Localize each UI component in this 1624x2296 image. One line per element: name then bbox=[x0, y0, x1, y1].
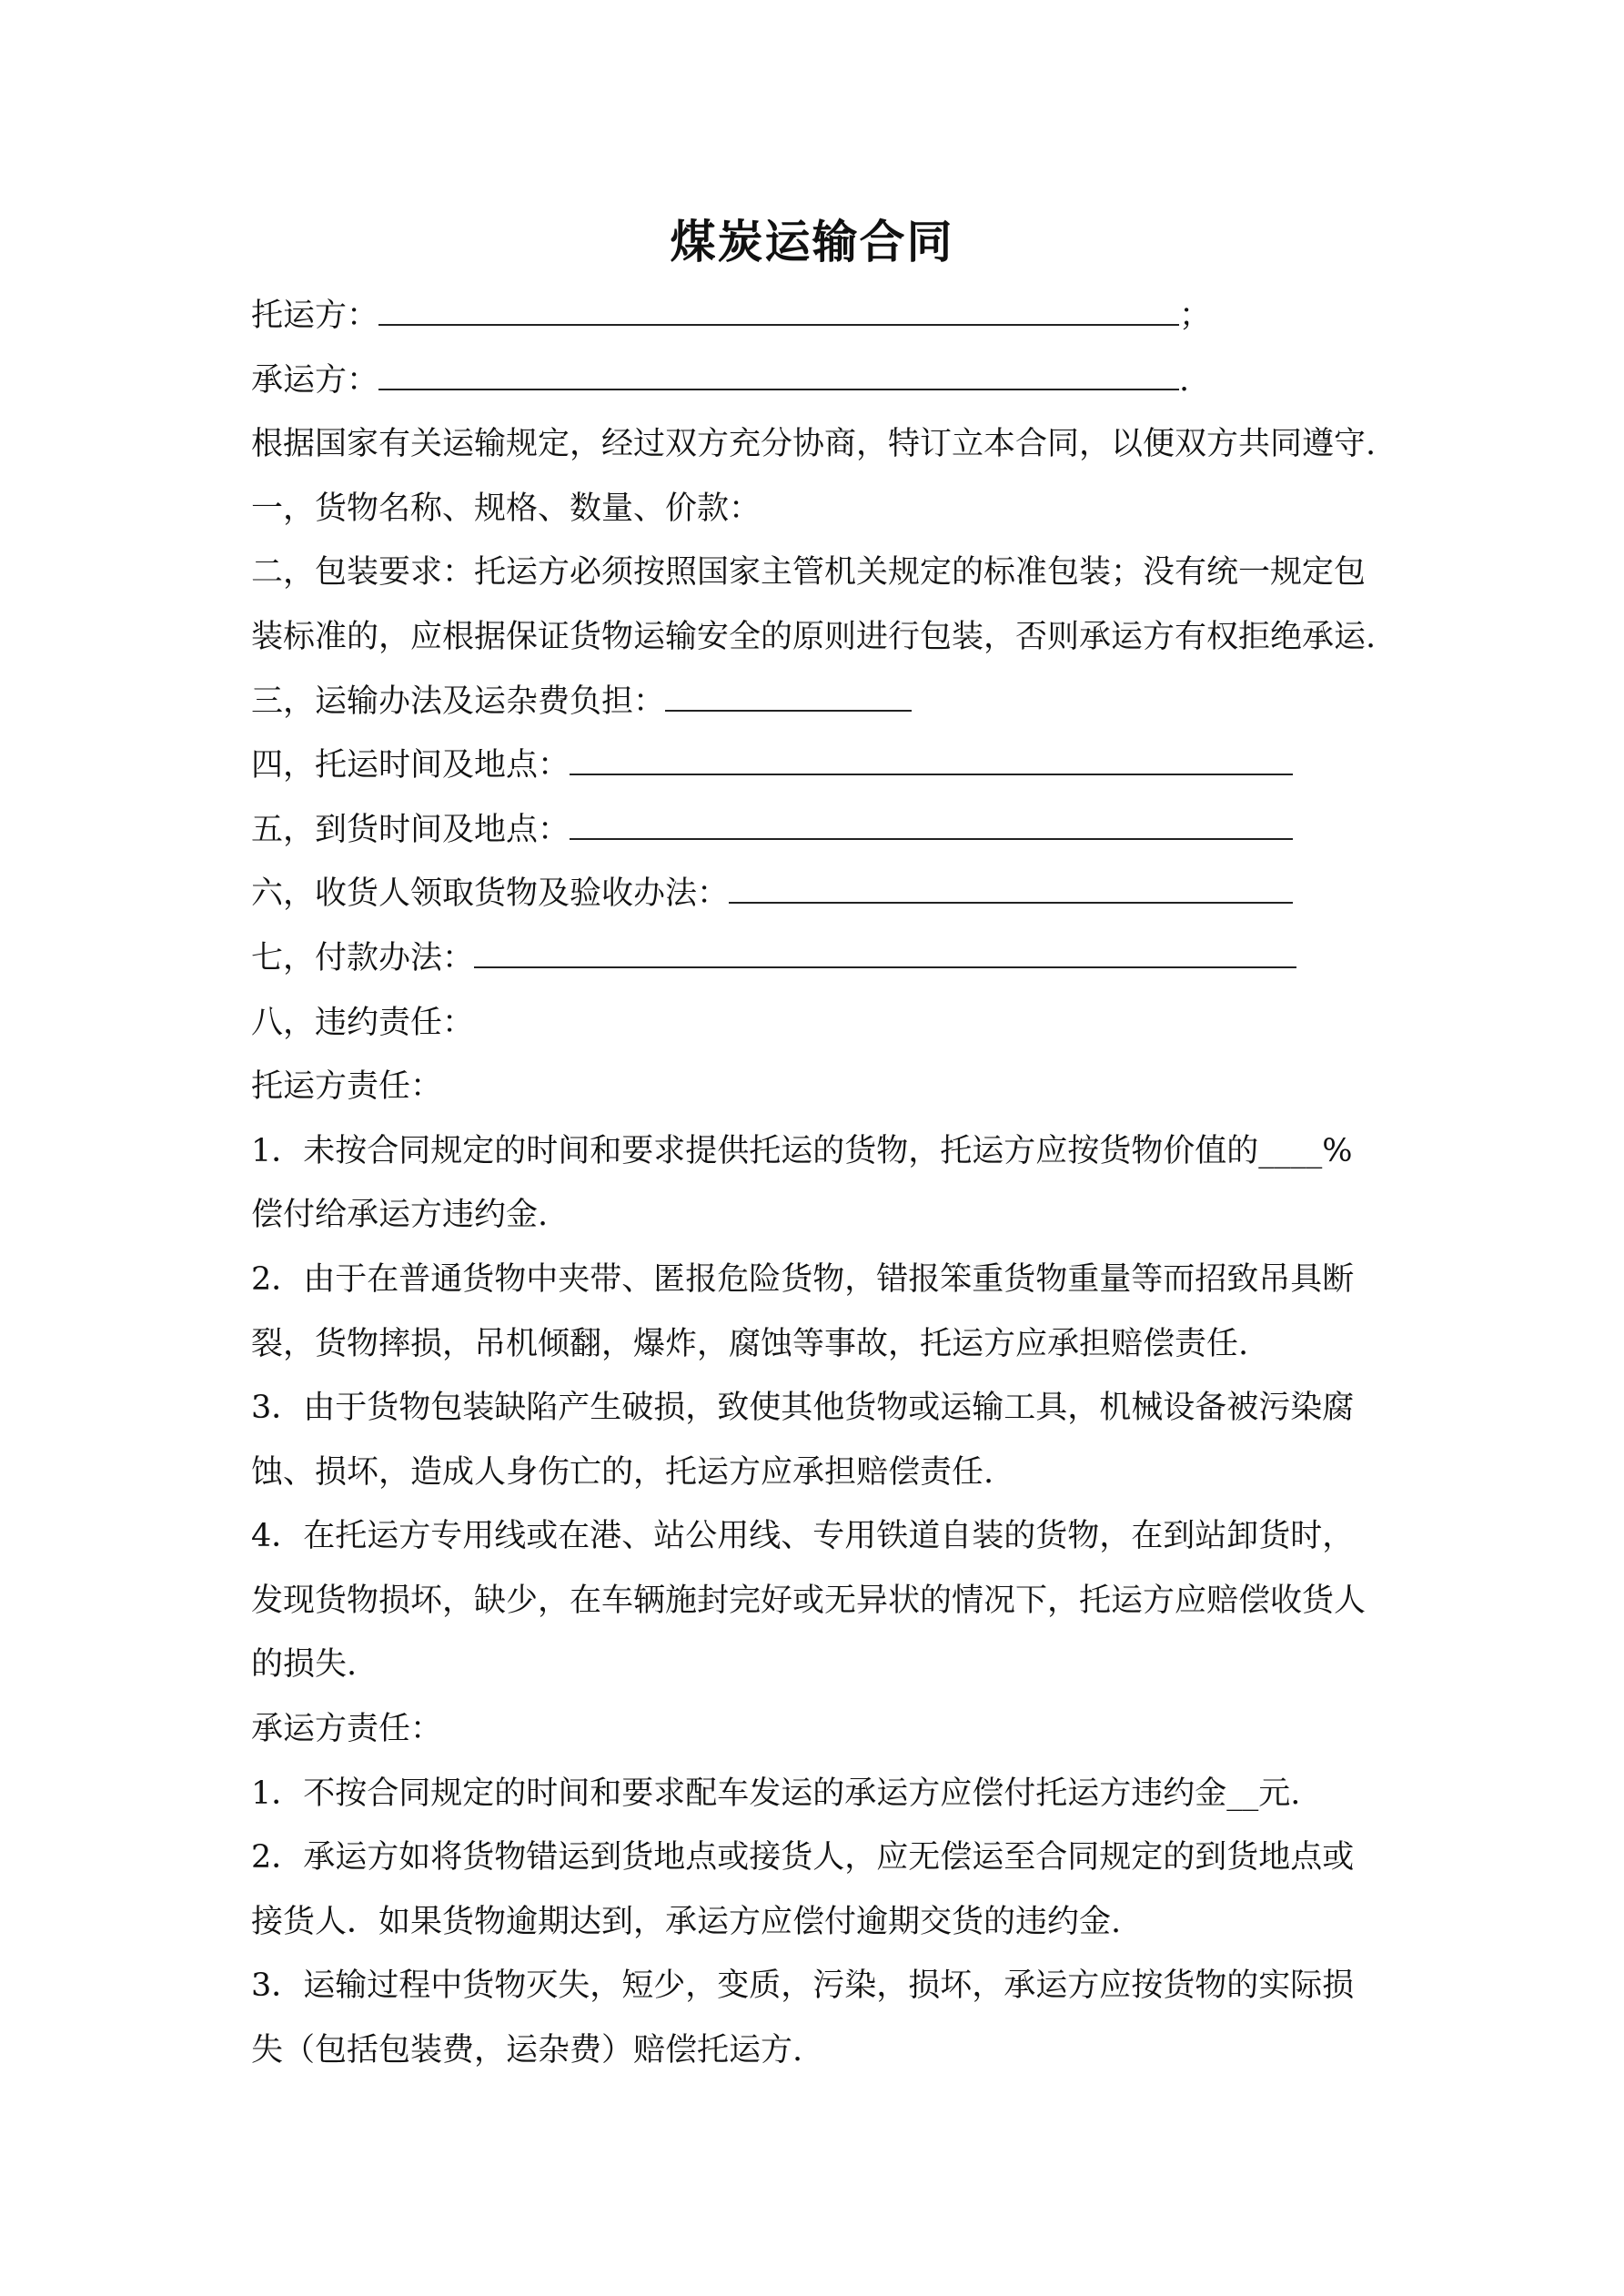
shipper-liability-line: 2．由于在普通货物中夹带、匿报危险货物，错报笨重货物重量等而招致吊具断 bbox=[251, 1260, 1355, 1298]
shipper-label: 托运方： bbox=[251, 298, 379, 334]
carrier-liability-line: 2．承运方如将货物错运到货地点或接货人，应无偿运至合同规定的到货地点或 bbox=[251, 1839, 1355, 1876]
clause-3 bbox=[251, 670, 1397, 734]
shipper-liability-line: 的损失. bbox=[251, 1646, 358, 1684]
shipper-liability-line: 裂，货物摔损，吊机倾翻，爆炸，腐蚀等事故，托运方应承担赔偿责任. bbox=[251, 1325, 1249, 1362]
shipper-liability-line: 蚀、损坏，造成人身伤亡的，托运方应承担赔偿责任. bbox=[251, 1453, 994, 1491]
clause-7 bbox=[251, 926, 1397, 991]
carrier-liability-line: 3．运输过程中货物灭失，短少，变质，污染，损坏，承运方应按货物的实际损 bbox=[251, 1967, 1355, 2005]
carrier-liability-line: 接货人．如果货物逾期达到，承运方应偿付逾期交货的违约金. bbox=[251, 1903, 1122, 1940]
clause-7-blank-field[interactable] bbox=[474, 943, 1296, 968]
clause-6-label: 六，收货人领取货物及验收办法： bbox=[251, 875, 730, 913]
carrier-blank-field[interactable] bbox=[378, 365, 1179, 390]
clause-7-label: 七，付款办法： bbox=[251, 939, 475, 976]
intro-text: 根据国家有关运输规定，经过双方充分协商，特订立本合同，以便双方共同遵守. bbox=[251, 426, 1377, 463]
clause-1: 一，货物名称、规格、数量、价款： bbox=[251, 490, 762, 527]
clause-6-blank-field[interactable] bbox=[729, 878, 1293, 904]
document-title: 煤炭运输合同 bbox=[670, 215, 954, 268]
clause-2-line-1: 二，包装要求：托运方必须按照国家主管机关规定的标准包装；没有统一规定包 bbox=[251, 554, 1367, 592]
clause-4-label: 四，托运时间及地点： bbox=[251, 747, 570, 784]
punct: . bbox=[1179, 361, 1190, 399]
clause-4 bbox=[251, 733, 1397, 798]
contract-body bbox=[251, 284, 1397, 2083]
clause-8: 八，违约责任： bbox=[251, 1004, 475, 1041]
shipper-blank-field[interactable] bbox=[378, 300, 1179, 326]
shipper-liability-line: 发现货物损坏，缺少，在车辆施封完好或无异状的情况下，托运方应赔偿收货人 bbox=[251, 1582, 1367, 1619]
clause-2-line-2: 装标准的，应根据保证货物运输安全的原则进行包装，否则承运方有权拒绝承运. bbox=[251, 618, 1377, 655]
shipper-liability-heading: 托运方责任： bbox=[251, 1068, 443, 1106]
carrier-liability-line: 失（包括包装费，运杂费）赔偿托运方. bbox=[251, 2032, 803, 2069]
clause-5-blank-field[interactable] bbox=[570, 814, 1293, 840]
shipper-line bbox=[251, 284, 1397, 349]
clause-5-label: 五，到货时间及地点： bbox=[251, 811, 570, 848]
shipper-liability-line: 3．由于货物包装缺陷产生破损，致使其他货物或运输工具，机械设备被污染腐 bbox=[251, 1390, 1355, 1427]
clause-6 bbox=[251, 862, 1397, 926]
clause-3-label: 三，运输办法及运杂费负担： bbox=[251, 683, 666, 720]
clause-4-blank-field[interactable] bbox=[570, 750, 1293, 775]
clause-5 bbox=[251, 798, 1397, 863]
clause-3-blank-field[interactable] bbox=[665, 686, 912, 712]
shipper-liability-line: 4．在托运方专用线或在港、站公用线、专用铁道自装的货物，在到站卸货时， bbox=[251, 1518, 1355, 1555]
punct: ； bbox=[1179, 298, 1212, 334]
shipper-liability-line: 偿付给承运方违约金. bbox=[251, 1197, 549, 1234]
carrier-label: 承运方： bbox=[251, 361, 379, 399]
carrier-liability-heading: 承运方责任： bbox=[251, 1711, 443, 1748]
carrier-liability-line: 1．不按合同规定的时间和要求配车发运的承运方应偿付托运方违约金__元. bbox=[251, 1775, 1301, 1812]
carrier-line bbox=[251, 349, 1397, 413]
shipper-liability-line: 1．未按合同规定的时间和要求提供托运的货物，托运方应按货物价值的____% bbox=[251, 1132, 1353, 1169]
